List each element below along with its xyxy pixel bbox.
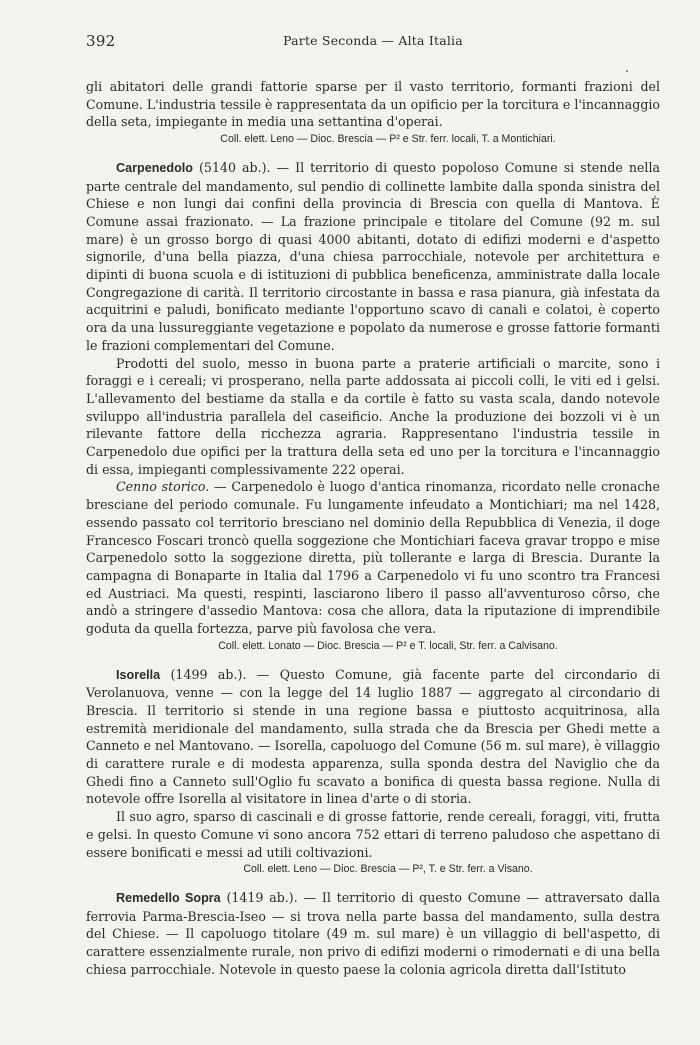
paragraph-continuation: gli abitatori delle grandi fattorie sparse per il vasto territorio, formanti frazioni del Comune. L'industria tessile è rappresentata da un opificio per la torcitura e l'incannaggio della seta, impiegante in media una settantina d'operai. [86, 79, 660, 130]
page-header [86, 32, 660, 54]
paper-speck [626, 70, 628, 72]
entry-name-isorella: Isorella [116, 667, 161, 682]
paragraph-isorella-agro: Il suo agro, sparso di cascinali e di grosse fattorie, rende cereali, foraggi, viti, frutta e gelsi. In questo Comune vi sono ancora 752 ettari di terreno paludoso che aspettano di essere bonificati e messi ad utili coltivazioni. [86, 809, 660, 860]
entry-name-carpenedolo: Carpenedolo [116, 160, 193, 175]
paragraph-carpenedolo-intro: (5140 ab.). — Il territorio di questo popoloso Comune si stende nella parte centrale del mandamento, sul pendio di collinette lambite dalla sponda sinistra del Chiese e non lungi dai confini della provincia di Brescia con quella di Mantova. È Comune assai frazionato. — La frazione principale e titolare del Comune (92 m. sul mare) è un grosso borgo di quasi 4000 abitanti, dotato di edifizi moderni e d'aspetto signorile, d'una bella piazza, d'una chiesa parrocchiale, notevole per architettura e dipinti di buona scuola e di istituzioni di pubblica beneficenza, amministrate dalla locale Congregazione di carità. Il territorio circostante in bassa e rasa pianura, già infestata da acquitrini e paludi, bonificato mediante l'opportuno scavo di canali e colatoi, è coperto ora da una lussureggiante vegetazione e popolato da numerose e grosse fattorie formanti le frazioni complementari del Comune. [86, 159, 660, 353]
cenno-storico-label: Cenno storico. [116, 479, 210, 495]
collegio-line-lonato: Coll. elett. Lonato — Dioc. Brescia — P² e T. locali, Str. ferr. a Calvisano. [218, 639, 558, 652]
collegio-line-leno: Coll. elett. Leno — Dioc. Brescia — P² e Str. ferr. locali, T. a Montichiari. [220, 133, 556, 146]
paragraph-carpenedolo-history [86, 478, 660, 637]
page-number: 392 [86, 32, 116, 50]
entry-name-remedello: Remedello Sopra [116, 890, 221, 905]
paragraph-carpenedolo-products: Prodotti del suolo, messo in buona parte a praterie artificiali o marcite, sono i foraggi e i cereali; vi prosperano, nella parte addossata ai piccoli colli, le viti ed i gelsi. L'allevamento del bestiame da stalla e da cortile è fatto su vasta scala, dando notevole sviluppo all'industria parallela del caseificio. Anche la produzione dei bozzoli vi è un rilevante fattore della ricchezza agraria. Rappresentano l'industria tessile in Carpenedolo due opifici per la trattura della seta ed uno per la torcitura e l'incannaggio di essa, impieganti complessivamente 222 operai. [86, 355, 660, 477]
entry-remedello-sopra [86, 889, 660, 979]
running-title: Parte Seconda — Alta Italia [283, 33, 463, 48]
collegio-line-leno-visano: Coll. elett. Leno — Dioc. Brescia — P², T. e Str. ferr. a Visano. [243, 863, 533, 876]
entry-isorella [86, 666, 660, 809]
entry-carpenedolo [86, 159, 660, 355]
paragraph-remedello-intro: (1419 ab.). — Il territorio di questo Comune — attraversato dalla ferrovia Parma-Brescia-Iseo — si trova nella parte bassa del mandamento, sulla destra del Chiese. — Il capoluogo titolare (49 m. sul mare) è un villaggio di bell'aspetto, di carattere essenzialmente rurale, non privo di edifizi moderni o rimodernati e di una bella chiesa parrocchiale. Notevole in questo paese la colonia agricola diretta dall'Istituto [86, 889, 660, 977]
paragraph-isorella-intro: (1499 ab.). — Questo Comune, già facente parte del circondario di Verolanuova, venne — con la legge del 14 luglio 1887 — aggregato al circondario di Brescia. Il territorio si stende in una regione bassa e piuttosto acquitrinosa, alla estremità meridionale del mandamento, sulla strada che da Brescia per Ghedi mette a Canneto e nel Mantovano. — Isorella, capoluogo del Comune (56 m. sul mare), è villaggio di carattere rurale e di modesta apparenza, sulla sponda destra del Naviglio che da Ghedi fino a Canneto sull'Oglio fu scavato a bonifica di questa bassa regione. Nulla di notevole offre Isorella al visitatore in linea d'arte o di storia. [86, 666, 661, 807]
paragraph-carpenedolo-history-text: — Carpenedolo è luogo d'antica rinomanza, ricordato nelle cronache bresciane del periodo comunale. Fu lungamente infeudato a Montichiari; ma nel 1428, essendo passato col territorio bresciano nel dominio della Repubblica di Venezia, il doge Francesco Foscari troncò quella soggezione che Montichiari faceva gravar troppo e mise Carpenedolo sotto la soggezione diretta, più tollerante e larga di Brescia. Durante la campagna di Bonaparte in Italia dal 1796 a Carpenedolo vi fu uno scontro tra Francesi ed Austriaci. Ma questi, respinti, lasciarono libero il passo all'avventuroso côrso, che andò a stringere d'assedio Mantova: cosa che allora, data la riputazione di imprendibile goduta da quella fortezza, parve più favolosa che vera. [86, 479, 660, 637]
body-text [86, 78, 660, 978]
